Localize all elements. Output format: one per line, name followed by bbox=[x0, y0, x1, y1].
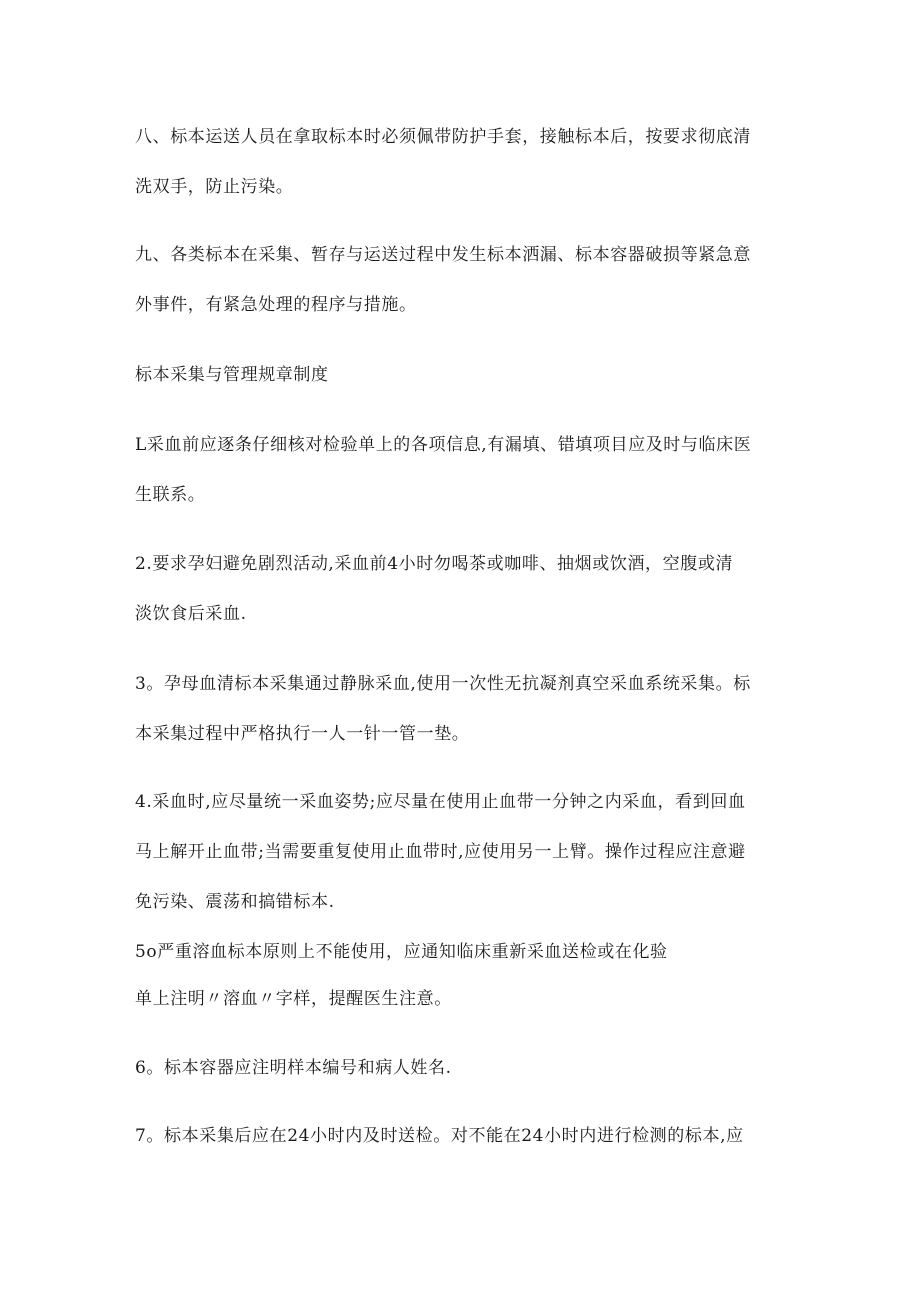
item-4-line-3: 免污染、震荡和搞错标本. bbox=[135, 892, 335, 912]
item-2-line-2: 淡饮食后采血. bbox=[135, 604, 247, 624]
paragraph-9-line-1: 九、各类标本在采集、暂存与运送过程中发生标本洒漏、标本容器破损等紧急意 bbox=[135, 245, 751, 265]
item-4-line-1: 4.采血时,应尽量统一采血姿势;应尽量在使用止血带一分钟之内采血，看到回血 bbox=[135, 792, 746, 812]
item-7-line-1: 7。标本采集后应在24小时内及时送检。对不能在24小时内进行检测的标本,应 bbox=[135, 1126, 744, 1146]
item-4-line-2: 马上解开止血带;当需要重复使用止血带时,应使用另一上臂。操作过程应注意避 bbox=[135, 842, 746, 862]
item-2-line-1: 2.要求孕妇避免剧烈活动,采血前4小时勿喝茶或咖啡、抽烟或饮酒，空腹或清 bbox=[135, 554, 734, 574]
item-5-line-2: 单上注明〃溶血〃字样，提醒医生注意。 bbox=[135, 989, 452, 1009]
paragraph-8-line-1: 八、标本运送人员在拿取标本时必须佩带防护手套，接触标本后，按要求彻底清 bbox=[135, 127, 751, 147]
item-5-line-1: 5o严重溶血标本原则上不能使用，应通知临床重新采血送检或在化验 bbox=[135, 942, 668, 962]
section-heading: 标本采集与管理规章制度 bbox=[135, 365, 329, 385]
item-3-line-1: 3。孕母血清标本采集通过静脉采血,使用一次性无抗凝剂真空采血系统采集。标 bbox=[135, 674, 751, 694]
item-3-line-2: 本采集过程中严格执行一人一针一管一垫。 bbox=[135, 724, 470, 744]
paragraph-9-line-2: 外事件，有紧急处理的程序与措施。 bbox=[135, 295, 417, 315]
item-1-line-2: 生联系。 bbox=[135, 485, 206, 505]
item-1-line-1: L采血前应逐条仔细核对检验单上的各项信息,有漏填、错填项目应及时与临床医 bbox=[135, 435, 752, 455]
paragraph-8-line-2: 洗双手，防止污染。 bbox=[135, 177, 294, 197]
item-6-line-1: 6。标本容器应注明样本编号和病人姓名. bbox=[135, 1058, 452, 1078]
